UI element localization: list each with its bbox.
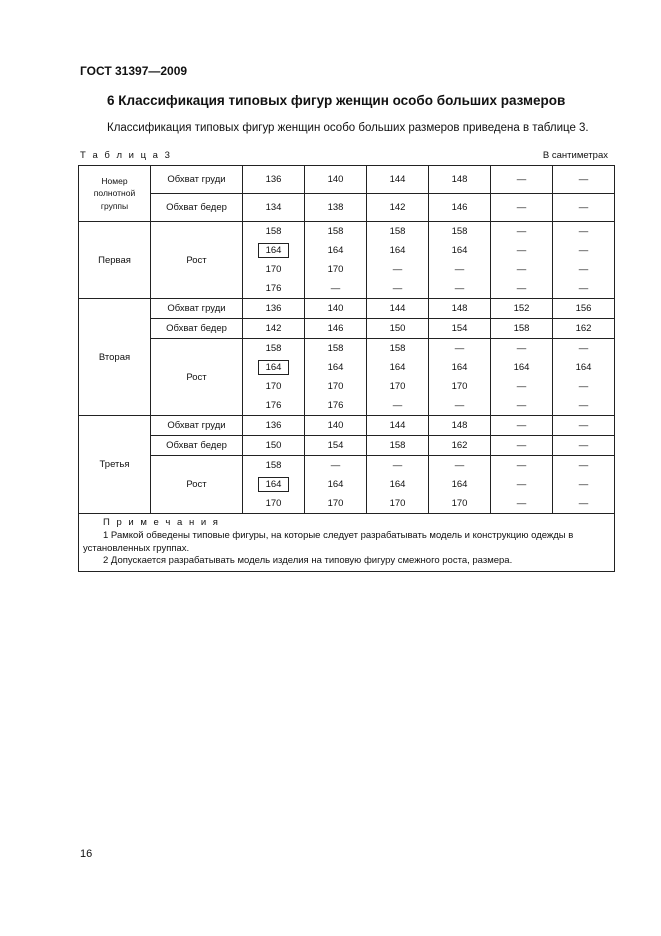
notes-title: П р и м е ч а н и я: [103, 517, 220, 528]
value-cell: —: [491, 494, 553, 514]
value-cell: 154: [429, 319, 491, 339]
value-cell: 170: [305, 494, 367, 514]
value-cell: 164: [305, 475, 367, 494]
value-cell: 146: [429, 194, 491, 222]
value-cell: —: [491, 339, 553, 359]
value-cell: 164: [553, 358, 615, 377]
value-cell: 158: [243, 456, 305, 476]
value-cell: [243, 358, 305, 377]
value-cell: 164: [367, 358, 429, 377]
value-cell: 152: [491, 299, 553, 319]
value-cell: 164: [305, 358, 367, 377]
value-cell: 150: [367, 319, 429, 339]
value-cell: —: [553, 494, 615, 514]
value-cell: 158: [491, 319, 553, 339]
table-units: В сантиметрах: [542, 150, 608, 161]
value-cell: 146: [305, 319, 367, 339]
value-cell: —: [553, 279, 615, 299]
framed-typical-value: 164: [258, 477, 290, 492]
table-row: [79, 416, 615, 436]
value-cell: —: [553, 166, 615, 194]
value-cell: 150: [243, 436, 305, 456]
value-cell: 158: [367, 436, 429, 456]
value-cell: [243, 475, 305, 494]
value-cell: 164: [367, 241, 429, 260]
page-number: 16: [80, 848, 93, 860]
value-cell: —: [553, 194, 615, 222]
group-name-cell: Вторая: [79, 299, 151, 416]
note-item: 2 Допускается разрабатывать модель изделия на типовую фигуру смежного роста, размера.: [103, 555, 513, 567]
value-cell: 136: [243, 416, 305, 436]
value-cell: —: [367, 260, 429, 279]
value-cell: 176: [243, 279, 305, 299]
value-cell: 158: [305, 222, 367, 242]
value-cell: 170: [243, 377, 305, 396]
value-cell: —: [553, 456, 615, 476]
value-cell: 164: [491, 358, 553, 377]
height-label-cell: Рост: [151, 339, 243, 416]
value-cell: —: [491, 475, 553, 494]
value-cell: —: [553, 475, 615, 494]
value-cell: —: [553, 260, 615, 279]
framed-typical-value: 164: [258, 360, 290, 375]
value-cell: —: [429, 339, 491, 359]
group-name-cell: Третья: [79, 416, 151, 514]
value-cell: 158: [243, 339, 305, 359]
table-row: [79, 319, 615, 339]
height-label-cell: Рост: [151, 456, 243, 514]
value-cell: —: [491, 279, 553, 299]
value-cell: —: [429, 456, 491, 476]
hip-label-cell: Обхват бедер: [151, 194, 243, 222]
value-cell: 144: [367, 416, 429, 436]
value-cell: 164: [429, 475, 491, 494]
group-header-cell: Номер полнотной группы: [79, 166, 151, 222]
chest-label-cell: Обхват груди: [151, 416, 243, 436]
value-cell: —: [553, 222, 615, 242]
value-cell: 144: [367, 299, 429, 319]
value-cell: —: [429, 279, 491, 299]
table-header-row: [79, 166, 615, 194]
value-cell: 170: [367, 377, 429, 396]
value-cell: 156: [553, 299, 615, 319]
value-cell: 164: [429, 241, 491, 260]
value-cell: 170: [367, 494, 429, 514]
height-label-cell: Рост: [151, 222, 243, 299]
value-cell: 154: [305, 436, 367, 456]
value-cell: —: [553, 241, 615, 260]
value-cell: —: [367, 456, 429, 476]
value-cell: 144: [367, 166, 429, 194]
document-id: ГОСТ 31397—2009: [80, 64, 188, 78]
value-cell: 170: [429, 377, 491, 396]
value-cell: 170: [243, 494, 305, 514]
value-cell: 136: [243, 166, 305, 194]
value-cell: 176: [305, 396, 367, 416]
chest-label-cell: Обхват груди: [151, 166, 243, 194]
value-cell: —: [305, 456, 367, 476]
value-cell: 134: [243, 194, 305, 222]
value-cell: 170: [305, 260, 367, 279]
value-cell: 164: [305, 241, 367, 260]
value-cell: —: [491, 194, 553, 222]
value-cell: 140: [305, 299, 367, 319]
value-cell: 164: [367, 475, 429, 494]
value-cell: 158: [367, 222, 429, 242]
value-cell: 158: [429, 222, 491, 242]
table-row: [79, 299, 615, 319]
value-cell: —: [553, 436, 615, 456]
value-cell: —: [491, 166, 553, 194]
section-title: 6 Классификация типовых фигур женщин особо больших размеров: [107, 93, 566, 108]
value-cell: —: [491, 416, 553, 436]
value-cell: —: [491, 377, 553, 396]
value-cell: —: [491, 222, 553, 242]
notes-row: [79, 514, 615, 572]
value-cell: [243, 241, 305, 260]
framed-typical-value: 164: [258, 243, 290, 258]
table-row: [79, 456, 615, 476]
value-cell: 162: [429, 436, 491, 456]
value-cell: —: [491, 396, 553, 416]
value-cell: 142: [367, 194, 429, 222]
value-cell: 142: [243, 319, 305, 339]
value-cell: 148: [429, 416, 491, 436]
value-cell: 148: [429, 299, 491, 319]
value-cell: 162: [553, 319, 615, 339]
notes-cell: [79, 514, 615, 572]
value-cell: 158: [305, 339, 367, 359]
table-caption: Т а б л и ц а 3: [80, 150, 172, 161]
value-cell: —: [491, 241, 553, 260]
value-cell: 148: [429, 166, 491, 194]
value-cell: —: [553, 339, 615, 359]
value-cell: 158: [243, 222, 305, 242]
hip-label-cell: Обхват бедер: [151, 319, 243, 339]
note-item: 1 Рамкой обведены типовые фигуры, на которые следует разрабатывать модель и конструкцию одежды в установленных группах.: [83, 529, 574, 554]
value-cell: —: [429, 260, 491, 279]
value-cell: 170: [243, 260, 305, 279]
value-cell: —: [491, 456, 553, 476]
value-cell: 140: [305, 166, 367, 194]
value-cell: —: [553, 396, 615, 416]
value-cell: 176: [243, 396, 305, 416]
value-cell: 140: [305, 416, 367, 436]
chest-label-cell: Обхват груди: [151, 299, 243, 319]
intro-paragraph: Классификация типовых фигур женщин особо больших размеров приведена в таблице 3.: [107, 122, 589, 134]
value-cell: —: [491, 436, 553, 456]
value-cell: 170: [305, 377, 367, 396]
classification-table: [78, 165, 615, 572]
value-cell: 164: [429, 358, 491, 377]
table-row: [79, 222, 615, 242]
table-header-row: [79, 194, 615, 222]
value-cell: 158: [367, 339, 429, 359]
value-cell: —: [367, 396, 429, 416]
value-cell: —: [429, 396, 491, 416]
value-cell: —: [553, 377, 615, 396]
value-cell: —: [553, 416, 615, 436]
value-cell: —: [367, 279, 429, 299]
value-cell: —: [305, 279, 367, 299]
table-row: [79, 436, 615, 456]
table-row: [79, 339, 615, 359]
group-name-cell: Первая: [79, 222, 151, 299]
hip-label-cell: Обхват бедер: [151, 436, 243, 456]
value-cell: 170: [429, 494, 491, 514]
value-cell: 138: [305, 194, 367, 222]
value-cell: 136: [243, 299, 305, 319]
value-cell: —: [491, 260, 553, 279]
